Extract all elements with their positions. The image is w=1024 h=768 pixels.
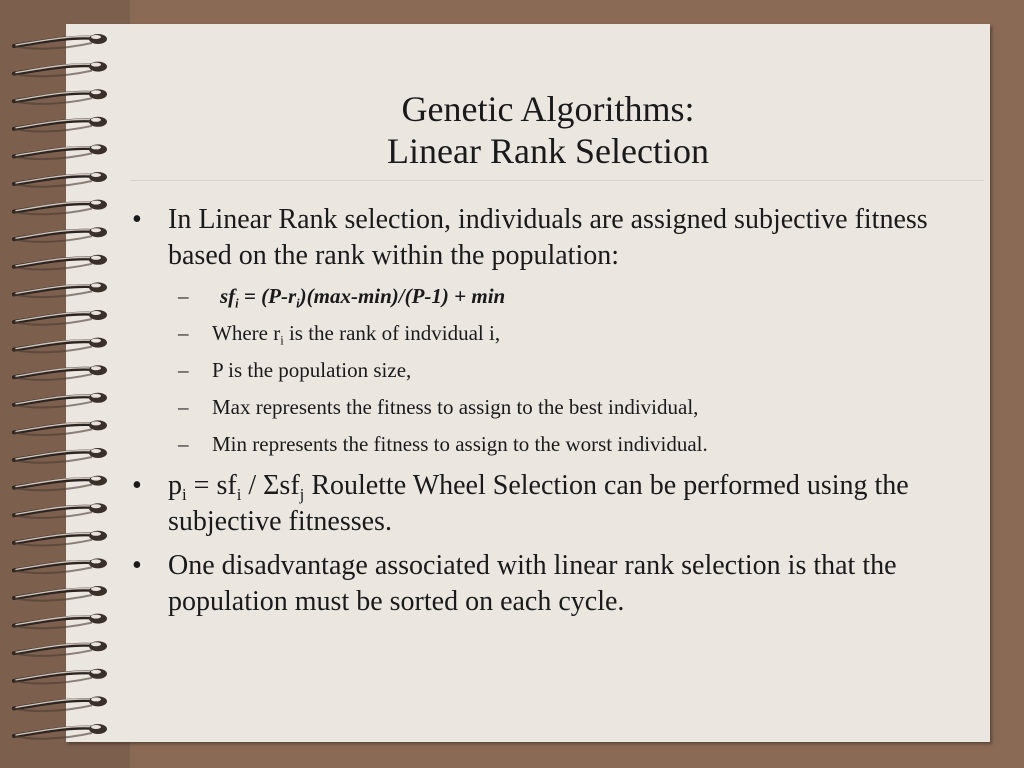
title-line-2: Linear Rank Selection xyxy=(387,131,709,171)
roulette-div: / Σsf xyxy=(241,470,300,501)
coil-end-shine xyxy=(91,421,101,425)
title-divider xyxy=(130,180,984,181)
roulette-p: p xyxy=(168,470,182,501)
bullet-disadvantage xyxy=(132,548,972,620)
dash: – xyxy=(178,284,189,308)
where-sub: i xyxy=(280,333,284,348)
dash: – xyxy=(178,321,189,345)
coil-end-shine xyxy=(91,559,101,563)
coil-end-shine xyxy=(91,228,101,232)
sub-bullet-min xyxy=(178,430,972,458)
coil-end-shine xyxy=(91,90,101,94)
sub-bullet-where xyxy=(178,319,972,347)
sub-text: P is the population size, xyxy=(212,358,412,382)
coil-end-shine xyxy=(91,394,101,398)
bullet-dot: • xyxy=(132,470,142,501)
slide-content xyxy=(132,202,972,628)
coil-end-shine xyxy=(91,339,101,343)
sub-bullet-formula xyxy=(178,282,972,310)
spiral-binding xyxy=(0,0,130,768)
coil-end-shine xyxy=(91,201,101,205)
dash: – xyxy=(178,395,189,419)
coil-end-shine xyxy=(91,35,101,39)
coil-end-shine xyxy=(91,311,101,315)
coil-end-shine xyxy=(91,725,101,729)
dash: – xyxy=(178,358,189,382)
coil-end-shine xyxy=(91,449,101,453)
sub-bullet-population-size xyxy=(178,356,972,384)
formula-sub-i-2: i xyxy=(296,296,300,311)
formula-mid2: )(max-min)/(P-1) + min xyxy=(299,284,506,308)
sub-bullet-list xyxy=(178,282,972,458)
coil-end-shine xyxy=(91,366,101,370)
where-post: is the rank of indvidual i, xyxy=(283,321,501,345)
coil-end-shine xyxy=(91,256,101,260)
roulette-sub-j: j xyxy=(299,484,305,504)
roulette-sub-i-2: i xyxy=(236,484,242,504)
bullet-text: One disadvantage associated with linear rank selection is that the population must be sorted on each cycle. xyxy=(168,550,897,617)
slide-title xyxy=(106,88,990,172)
coil-end-shine xyxy=(91,587,101,591)
roulette-eq: = sf xyxy=(186,470,237,501)
coil-end-shine xyxy=(91,63,101,67)
coil-end-shine xyxy=(91,173,101,177)
bullet-text: In Linear Rank selection, individuals are assigned subjective fitness based on the rank within the population: xyxy=(168,204,928,271)
formula-text xyxy=(212,284,506,311)
title-line-1: Genetic Algorithms: xyxy=(401,89,695,129)
coil-end-shine xyxy=(91,615,101,619)
bullet-dot: • xyxy=(132,550,142,581)
where-pre: Where r xyxy=(212,321,281,345)
bullet-dot: • xyxy=(132,204,142,235)
roulette-text xyxy=(168,470,909,537)
sub-text: Min represents the fitness to assign to the worst individual. xyxy=(212,432,708,456)
coil-end-shine xyxy=(91,642,101,646)
sub-text: Max represents the fitness to assign to the best individual, xyxy=(212,395,699,419)
formula-mid1: = (P-r xyxy=(238,284,297,308)
roulette-sub-i: i xyxy=(182,484,187,504)
coil-end-shine xyxy=(91,670,101,674)
coil-end-shine xyxy=(91,532,101,536)
sub-bullet-max xyxy=(178,393,972,421)
roulette-rest: Roulette Wheel Selection can be performed using the subjective fitnesses. xyxy=(168,470,909,537)
bullet-linear-rank xyxy=(132,202,972,274)
formula-sub-i: i xyxy=(235,296,239,311)
coil-end-shine xyxy=(91,145,101,149)
coil-end-shine xyxy=(91,283,101,287)
coil-end-shine xyxy=(91,118,101,122)
formula-sf: sf xyxy=(220,284,236,308)
coil-end-shine xyxy=(91,697,101,701)
coil-end-shine xyxy=(91,504,101,508)
dash: – xyxy=(178,432,189,456)
bullet-roulette xyxy=(132,468,972,540)
coil-end-shine xyxy=(91,477,101,481)
